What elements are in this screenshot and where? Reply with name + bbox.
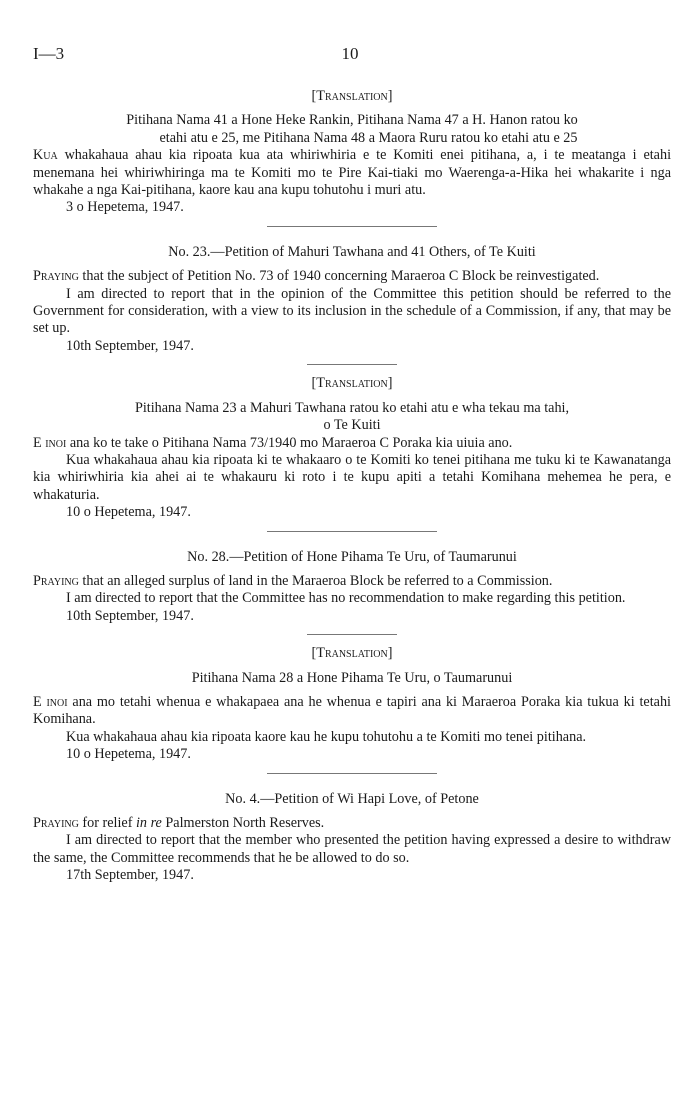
section-title-line: etahi atu e 25, me Pitihana Nama 48 a Maora Ruru ratou ko etahi atu e 25 [159,129,578,146]
prayer-text: Palmerston North Reserves. [165,815,325,831]
prayer-text: ana ko te take o Pitihana Nama 73/1940 mo Maraeroa C Poraka kia uiuia ano. [69,434,513,451]
lead-word: Praying [33,572,79,589]
translation-label: [Translation] [311,645,393,662]
prayer-italic: in re [135,815,162,831]
petition-section [33,645,671,773]
prayer-text: ana mo tetahi whenua e whakapaea ana he whenua e tapiri ana ki Maraeroa Poraka kia tukua ki tetahi Komihana. [33,693,671,728]
section-title: No. 4.—Petition of Wi Hapi Love, of Petone [225,790,479,807]
lead-word: E inoi [33,693,68,710]
document-reference: I—3 [33,44,65,63]
date-line: 10 o Hepetema, 1947. [66,504,191,521]
petition-section [33,88,671,227]
section-title: Pitihana Nama 28 a Hone Pihama Te Uru, o Taumarunui [191,669,513,686]
prayer-paragraph [33,815,671,832]
report-text: whakahaua ahau kia ripoata kua ata whiriwhiria e te Komiti enei pitihana, a, i te meatanga i etahi menemana hei whiriwhiringa ma te Komiti mo te Pire Kai-tiaki mo Waerenga-a-Hika hei whakarite i nga whakahe a nga Kai-pitihana, kaore kau ana kupu tohutohu i muri atu. [33,147,672,199]
translation-label: [Translation] [311,375,393,392]
lead-word: E inoi [33,434,67,451]
section-divider [307,634,397,635]
section-divider [307,364,397,365]
section-title-line: Pitihana Nama 23 a Mahuri Tawhana ratou ko etahi atu e wha tekau ma tahi, [134,399,570,416]
prayer-paragraph [33,268,671,285]
report-paragraph: Kua whakahaua ahau kia ripoata ki te whakaaro o te Komiti ko tenei pitihana me tuku ki te Kawanatanga kia whiriwhiria kia ahei ai te whakauru ki roto i te kupu apiti a tetahi Komihana mehemea he pera, e whakaturia. [33,451,671,503]
prayer-text: that an alleged surplus of land in the Maraeroa Block be referred to a Commission. [82,572,553,589]
page-body [33,88,671,885]
prayer-text: that the subject of Petition No. 73 of 1940 concerning Maraeroa C Block be reinvestigated. [82,268,600,285]
section-title [33,400,671,435]
section-title-line: o Te Kuiti [323,417,381,434]
petition-section [33,237,671,365]
report-paragraph: I am directed to report that the Committee has no recommendation to make regarding this petition. [66,590,626,607]
petition-section [33,375,671,531]
lead-word: Praying [33,268,79,285]
report-paragraph: I am directed to report that in the opinion of the Committee this petition should be referred to the Government for consideration, with a view to its inclusion in the schedule of a Commission, if any, that may be set up. [33,285,671,337]
prayer-paragraph [33,694,671,729]
petition-section [33,784,671,885]
lead-word: Praying [33,815,79,831]
date-line: 10th September, 1947. [66,337,194,354]
report-paragraph [33,147,671,199]
date-line: 17th September, 1947. [66,867,194,884]
date-line: 10th September, 1947. [66,607,194,624]
lead-word: Kua [33,147,58,164]
report-paragraph: I am directed to report that the member who presented the petition having expressed a desire to withdraw the same, the Committee recommends that he be allowed to do so. [33,832,671,866]
section-divider [267,226,437,227]
page-number: 10 [341,44,359,63]
section-divider [267,531,437,532]
prayer-paragraph [33,435,671,452]
section-title: No. 28.—Petition of Hone Pihama Te Uru, of Taumarunui [187,548,517,565]
prayer-text: for relief [82,815,133,831]
translation-label: [Translation] [311,88,393,104]
section-title-line: Pitihana Nama 41 a Hone Heke Rankin, Pitihana Nama 47 a H. Hanon ratou ko [126,112,578,129]
section-title: No. 23.—Petition of Mahuri Tawhana and 41 Others, of Te Kuiti [168,243,536,260]
date-line: 3 o Hepetema, 1947. [66,199,184,216]
prayer-paragraph [33,573,671,590]
petition-section [33,542,671,636]
date-line: 10 o Hepetema, 1947. [66,746,191,763]
section-title [33,112,671,147]
section-divider [267,773,437,774]
report-paragraph: Kua whakahaua ahau kia ripoata kaore kau he kupu tohutohu a te Komiti mo tenei pitihana. [66,728,587,745]
